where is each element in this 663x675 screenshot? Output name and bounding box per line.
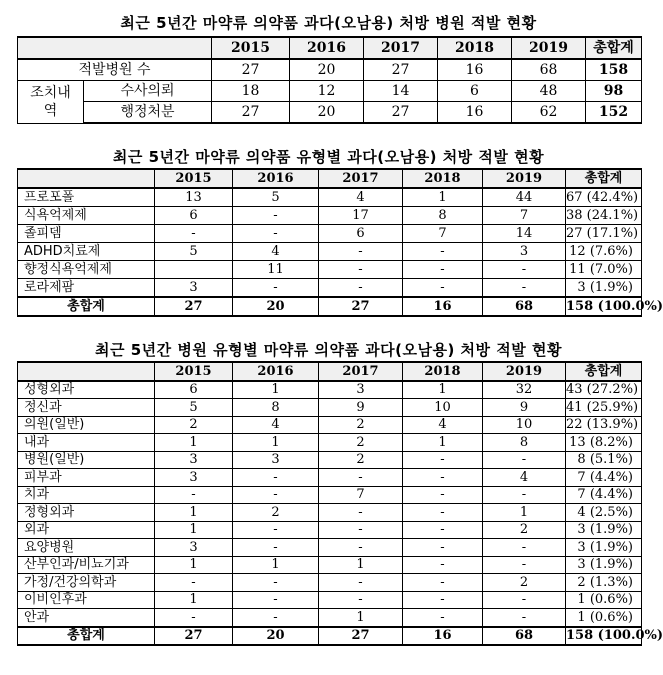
cell: 8 (233, 399, 319, 417)
table-row (18, 188, 642, 207)
cell: - (483, 556, 566, 574)
cell: 44 (483, 188, 566, 207)
cell: 3 (483, 243, 566, 261)
cell: 1 (155, 521, 233, 539)
total-cell: 158 (100.0%) (566, 628, 663, 644)
cell: - (483, 591, 566, 609)
row-label: 내과 (18, 434, 155, 452)
cell: - (403, 521, 483, 539)
cell: 12 (290, 81, 364, 102)
cell: - (319, 469, 403, 487)
cell: 11 (233, 261, 319, 279)
year-header: 2018 (403, 362, 483, 381)
cell: - (483, 539, 566, 557)
cell: - (319, 539, 403, 557)
cell: - (403, 451, 483, 469)
cell: 27 (319, 627, 403, 646)
table-row (18, 434, 642, 452)
cell: 27 (364, 59, 438, 81)
table-row (18, 399, 642, 417)
row-label: 성형외과 (18, 381, 155, 399)
cell: 2 (319, 416, 403, 434)
cell: 1 (403, 434, 483, 452)
cell: 3 (319, 381, 403, 399)
cell: 9 (319, 399, 403, 417)
total-header: 총합계 (566, 362, 642, 381)
row-label: 향정식욕억제제 (18, 261, 155, 279)
total-cell: 38 (24.1%) (566, 207, 642, 225)
cell: - (319, 574, 403, 592)
cell: 6 (155, 207, 233, 225)
table1-title: 최근 5년간 마약류 의약품 과다(오남용) 처방 병원 적발 현황 (120, 14, 537, 32)
total-cell: 152 (586, 102, 642, 124)
row-label: 행정처분 (84, 102, 212, 124)
cell: 1 (155, 504, 233, 522)
cell: - (403, 539, 483, 557)
cell: 1 (155, 556, 233, 574)
cell: - (403, 556, 483, 574)
cell: 1 (155, 591, 233, 609)
cell: - (319, 261, 403, 279)
total-cell: 4 (2.5%) (566, 504, 642, 522)
cell: - (233, 539, 319, 557)
table-row (18, 225, 642, 243)
cell: 4 (233, 416, 319, 434)
cell: 32 (483, 381, 566, 399)
year-header: 2019 (512, 37, 586, 59)
cell: - (233, 574, 319, 592)
cell: 3 (155, 279, 233, 298)
total-cell: 1 (0.6%) (566, 609, 642, 627)
cell: - (403, 609, 483, 627)
total-cell: 12 (7.6%) (566, 243, 642, 261)
cell: 14 (483, 225, 566, 243)
cell: 13 (155, 188, 233, 207)
cell: 5 (155, 243, 233, 261)
cell: 2 (233, 504, 319, 522)
cell: - (403, 504, 483, 522)
cell: - (155, 225, 233, 243)
row-label: 이비인후과 (18, 591, 155, 609)
row-label: 정신과 (18, 399, 155, 417)
cell: 6 (438, 81, 512, 102)
table-row (18, 279, 642, 298)
table-row (18, 521, 642, 539)
cell: 2 (483, 521, 566, 539)
table-row (18, 261, 642, 279)
cell: - (233, 609, 319, 627)
cell: - (233, 279, 319, 298)
cell: 18 (212, 81, 290, 102)
total-cell: 22 (13.9%) (566, 416, 642, 434)
cell: - (403, 279, 483, 298)
corner-cell (18, 37, 212, 59)
sum-row (18, 627, 642, 646)
row-label: 총합계 (18, 627, 155, 646)
total-cell: 3 (1.9%) (566, 521, 642, 539)
cell: 16 (438, 59, 512, 81)
cell: - (233, 469, 319, 487)
year-header: 2016 (233, 169, 319, 188)
row-label: 정형외과 (18, 504, 155, 522)
cell: - (403, 574, 483, 592)
cell: 7 (319, 486, 403, 504)
cell: 20 (233, 297, 319, 316)
year-header: 2016 (233, 362, 319, 381)
cell: 3 (233, 451, 319, 469)
cell: 10 (483, 416, 566, 434)
table-row (18, 207, 642, 225)
cell: 7 (483, 207, 566, 225)
cell: 1 (233, 381, 319, 399)
row-label: 피부과 (18, 469, 155, 487)
cell: 16 (403, 627, 483, 646)
cell: 20 (290, 59, 364, 81)
total-cell: 3 (1.9%) (566, 279, 642, 298)
total-cell: 41 (25.9%) (566, 399, 642, 417)
year-header: 2018 (403, 169, 483, 188)
cell: - (483, 261, 566, 279)
total-cell: 158 (100.0%) (566, 299, 663, 314)
cell: - (319, 243, 403, 261)
cell: 16 (403, 297, 483, 316)
cell: 68 (483, 627, 566, 646)
table-row (18, 539, 642, 557)
cell: 4 (233, 243, 319, 261)
cell: 27 (155, 627, 233, 646)
corner-cell (18, 169, 155, 188)
total-cell: 11 (7.0%) (566, 261, 642, 279)
cell: 27 (319, 297, 403, 316)
cell: - (155, 486, 233, 504)
action-group-label: 조치내역 (18, 81, 84, 124)
row-label: 병원(일반) (18, 451, 155, 469)
cell: - (403, 469, 483, 487)
table-row (18, 102, 642, 124)
cell: 6 (319, 225, 403, 243)
total-cell: 2 (1.3%) (566, 574, 642, 592)
year-header: 2015 (212, 37, 290, 59)
row-label: 의원(일반) (18, 416, 155, 434)
total-cell: 7 (4.4%) (566, 469, 642, 487)
cell: - (319, 504, 403, 522)
cell: 1 (403, 188, 483, 207)
cell: 9 (483, 399, 566, 417)
cell: 1 (155, 434, 233, 452)
row-label: 요양병원 (18, 539, 155, 557)
year-header: 2018 (438, 37, 512, 59)
cell: 4 (403, 416, 483, 434)
table-row (18, 59, 642, 81)
cell: 1 (319, 556, 403, 574)
year-header: 2017 (364, 37, 438, 59)
table-row (18, 416, 642, 434)
cell: 62 (512, 102, 586, 124)
total-cell: 98 (586, 81, 642, 102)
cell: - (403, 486, 483, 504)
year-header: 2016 (290, 37, 364, 59)
total-cell: 3 (1.9%) (566, 539, 642, 557)
row-label: 치과 (18, 486, 155, 504)
row-label: 프로포폴 (18, 188, 155, 207)
total-header: 총합계 (586, 37, 642, 59)
cell: 2 (319, 434, 403, 452)
cell: - (319, 591, 403, 609)
cell: 20 (233, 627, 319, 646)
table2-title: 최근 5년간 마약류 의약품 유형별 과다(오남용) 처방 적발 현황 (112, 148, 545, 166)
hospital-type-table (17, 361, 663, 646)
total-cell: 8 (5.1%) (566, 451, 642, 469)
cell: 10 (403, 399, 483, 417)
sum-row (18, 297, 642, 316)
cell: - (483, 279, 566, 298)
cell: - (483, 609, 566, 627)
cell: 48 (512, 81, 586, 102)
table-row (18, 609, 642, 627)
cell: 5 (233, 188, 319, 207)
cell: 68 (483, 297, 566, 316)
table3-title: 최근 5년간 병원 유형별 마약류 의약품 과다(오남용) 처방 적발 현황 (95, 341, 562, 359)
table-row (18, 504, 642, 522)
cell: 17 (319, 207, 403, 225)
cell: - (483, 451, 566, 469)
row-label: ADHD치료제 (18, 243, 155, 261)
cell: 4 (483, 469, 566, 487)
row-label: 수사의뢰 (84, 81, 212, 102)
total-cell: 43 (27.2%) (566, 381, 642, 399)
cell: - (233, 207, 319, 225)
row-label: 졸피뎀 (18, 225, 155, 243)
cell: 5 (155, 399, 233, 417)
cell: 7 (403, 225, 483, 243)
table-row (18, 469, 642, 487)
cell: 2 (155, 416, 233, 434)
cell: 1 (403, 381, 483, 399)
cell: 8 (483, 434, 566, 452)
year-header: 2019 (483, 362, 566, 381)
total-cell: 7 (4.4%) (566, 486, 642, 504)
total-header: 총합계 (566, 169, 642, 188)
cell: - (233, 225, 319, 243)
row-label: 로라제팜 (18, 279, 155, 298)
cell (155, 261, 233, 279)
cell: 6 (155, 381, 233, 399)
cell: - (233, 591, 319, 609)
row-label: 식욕억제제 (18, 207, 155, 225)
cell: - (233, 521, 319, 539)
total-cell: 1 (0.6%) (566, 591, 642, 609)
cell: 3 (155, 469, 233, 487)
hospital-found-table (17, 36, 642, 124)
cell: - (403, 591, 483, 609)
row-label: 산부인과/비뇨기과 (18, 556, 155, 574)
cell: 27 (155, 297, 233, 316)
cell: 1 (319, 609, 403, 627)
cell: - (483, 486, 566, 504)
cell: - (319, 279, 403, 298)
cell: 27 (212, 102, 290, 124)
row-label: 외과 (18, 521, 155, 539)
cell: 2 (319, 451, 403, 469)
cell: - (155, 609, 233, 627)
year-header: 2017 (319, 169, 403, 188)
year-header: 2015 (155, 169, 233, 188)
cell: 2 (483, 574, 566, 592)
row-label: 총합계 (18, 297, 155, 316)
cell: 68 (512, 59, 586, 81)
cell: 1 (233, 434, 319, 452)
total-cell: 158 (586, 59, 642, 81)
total-cell: 27 (17.1%) (566, 225, 642, 243)
year-header: 2017 (319, 362, 403, 381)
total-cell: 3 (1.9%) (566, 556, 642, 574)
table-row (18, 486, 642, 504)
cell: 1 (233, 556, 319, 574)
cell: - (403, 261, 483, 279)
cell: 4 (319, 188, 403, 207)
row-label: 적발병원 수 (18, 59, 212, 81)
cell: 8 (403, 207, 483, 225)
cell: - (155, 574, 233, 592)
cell: 14 (364, 81, 438, 102)
row-label: 가정/건강의학과 (18, 574, 155, 592)
table-row (18, 556, 642, 574)
row-label: 안과 (18, 609, 155, 627)
total-cell: 13 (8.2%) (566, 434, 642, 452)
drug-type-table (17, 168, 663, 317)
cell: 1 (483, 504, 566, 522)
cell: 27 (212, 59, 290, 81)
table-row (18, 81, 642, 102)
cell: 27 (364, 102, 438, 124)
cell: 3 (155, 539, 233, 557)
corner-cell (18, 362, 155, 381)
cell: 16 (438, 102, 512, 124)
table-row (18, 574, 642, 592)
table-row (18, 451, 642, 469)
cell: - (403, 243, 483, 261)
year-header: 2015 (155, 362, 233, 381)
cell: 20 (290, 102, 364, 124)
table-row (18, 591, 642, 609)
cell: - (319, 521, 403, 539)
cell: - (233, 486, 319, 504)
table-row (18, 243, 642, 261)
year-header: 2019 (483, 169, 566, 188)
cell: 3 (155, 451, 233, 469)
table-row (18, 381, 642, 399)
total-cell: 67 (42.4%) (566, 188, 642, 207)
